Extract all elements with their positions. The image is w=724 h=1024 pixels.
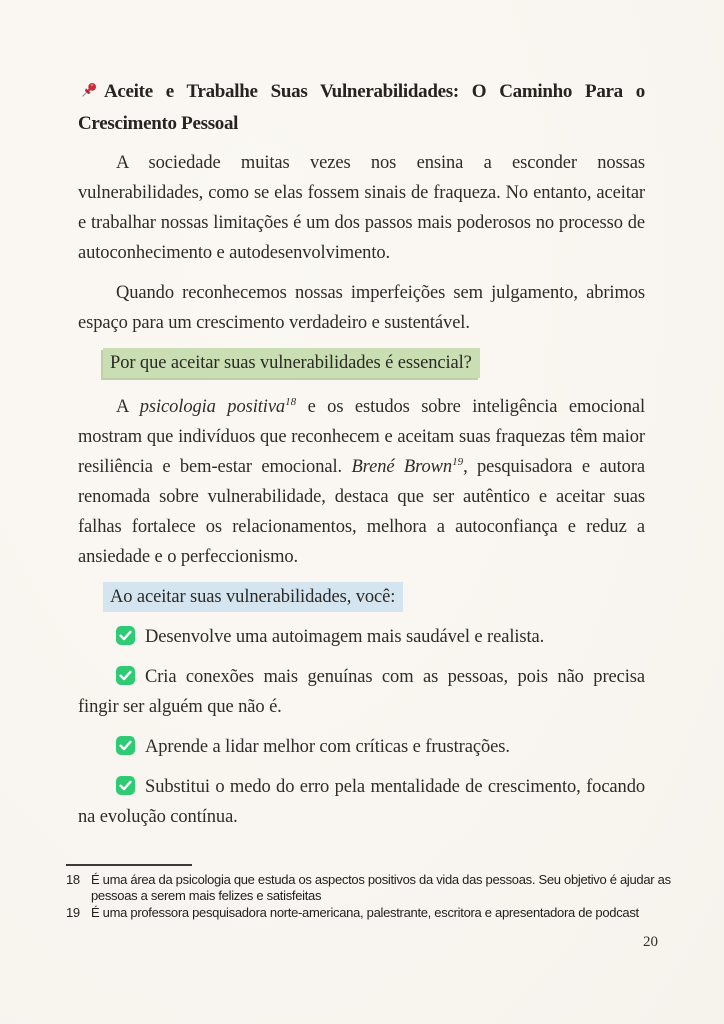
italic-term-brene-brown: Brené Brown	[351, 457, 453, 477]
section-title	[78, 76, 645, 140]
check-icon	[116, 736, 135, 755]
checklist-item	[78, 732, 645, 762]
check-icon	[116, 666, 135, 685]
subheading-blue-highlighted: Ao aceitar suas vulnerabilidades, você:	[103, 582, 403, 612]
footnote-reference-18: 18	[285, 396, 297, 408]
footnote-number: 18	[66, 872, 80, 887]
footnote-19	[66, 905, 708, 921]
paragraph-3-text: e os estudos sobre inteligência emocional mostram que indivíduos que reconhecem e aceitam suas fraquezas têm maior resiliência e bem-estar emocional.	[78, 397, 646, 477]
check-icon	[116, 626, 135, 645]
footnote-18	[66, 872, 708, 903]
paragraph-2: Quando reconhecemos nossas imperfeições sem julgamento, abrimos espaço para um crescimento verdadeiro e sustentável.	[78, 283, 645, 333]
italic-term-psicologia-positiva: psicologia positiva	[139, 397, 286, 417]
subheading-green-highlighted: Por que aceitar suas vulnerabilidades é essencial?	[103, 348, 480, 378]
paragraph-3-text: , pesquisadora e autora renomada sobre vulnerabilidade, destaca que ser autêntico e aceitar suas falhas fortalece os relacionamentos, melhora a autoconfiança e reduz a ansiedade e o perfeccionismo.	[78, 457, 646, 567]
footnote-number: 19	[66, 905, 80, 920]
checklist-item	[78, 622, 645, 652]
paragraph-3-text: A	[116, 397, 140, 417]
pushpin-icon	[78, 80, 99, 101]
paragraph-1: A sociedade muitas vezes nos ensina a esconder nossas vulnerabilidades, como se elas fossem sinais de fraqueza. No entanto, aceitar e trabalhar nossas limitações é um dos passos mais poderosos no processo de autoconhecimento e autodesenvolvimento.	[78, 153, 645, 263]
checklist-item-text: Cria conexões mais genuínas com as pessoas, pois não precisa fingir ser alguém que não é.	[78, 667, 645, 717]
checklist-item	[78, 662, 645, 722]
checklist-item-text: Substitui o medo do erro pela mentalidade de crescimento, focando na evolução contínua.	[78, 777, 645, 827]
checklist-item-text: Aprende a lidar melhor com críticas e frustrações.	[145, 737, 510, 757]
page-content	[78, 76, 645, 842]
footnote-text: É uma professora pesquisadora norte-americana, palestrante, escritora e apresentadora de podcast	[91, 905, 639, 920]
check-icon	[116, 776, 135, 795]
footnote-reference-19: 19	[452, 456, 464, 468]
paragraph-3	[78, 392, 645, 572]
section-title-text: Aceite e Trabalhe Suas Vulnerabilidades: O Caminho Para o Crescimento Pessoal	[78, 81, 645, 134]
footnote-separator	[66, 864, 192, 866]
checklist-item	[78, 772, 645, 832]
footnotes	[66, 864, 708, 923]
footnote-text: É uma área da psicologia que estuda os aspectos positivos da vida das pessoas. Seu objetivo é ajudar as pessoas a serem mais felizes e satisfeitas	[91, 872, 671, 903]
page-number: 20	[643, 934, 658, 950]
checklist-item-text: Desenvolve uma autoimagem mais saudável e realista.	[145, 627, 545, 647]
